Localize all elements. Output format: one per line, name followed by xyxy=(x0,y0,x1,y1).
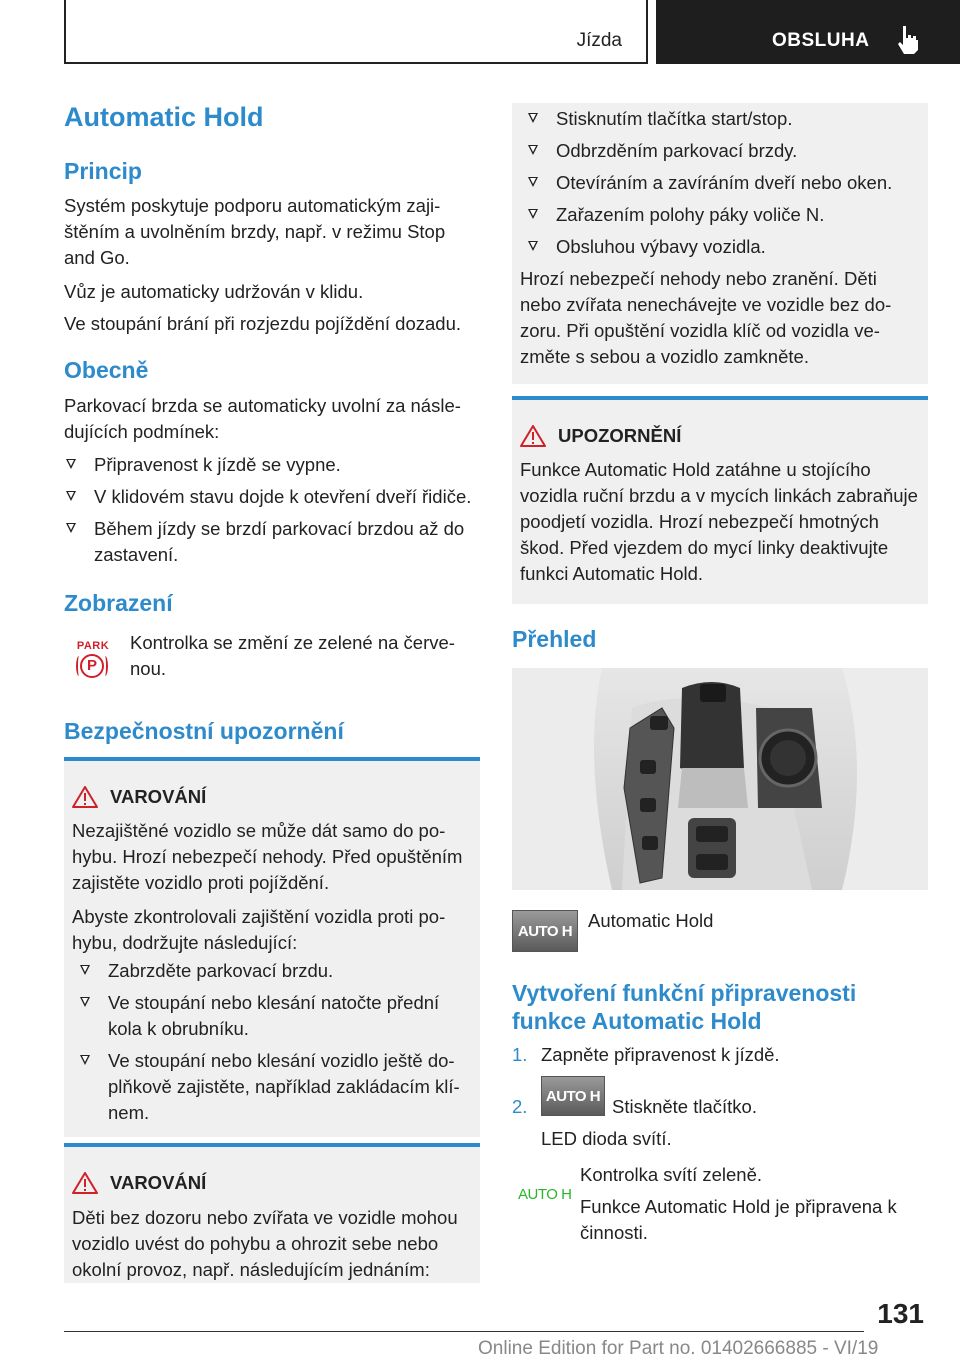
bullet-marker-icon xyxy=(66,491,76,501)
bullet-marker-icon xyxy=(528,145,538,155)
princip-paragraph: Ve stoupání brání při rozjezdu pojíždění dozadu. xyxy=(64,313,461,334)
status-line: činnosti. xyxy=(580,1222,648,1243)
auto-h-button-icon: AUTO H xyxy=(541,1076,605,1116)
princip-line: Systém poskytuje podporu automatickým zaji- xyxy=(64,195,441,216)
heading-vytvoreni: funkce Automatic Hold xyxy=(512,1008,762,1034)
header-section: Jízda xyxy=(576,30,622,51)
auto-h-caption: Automatic Hold xyxy=(588,910,714,931)
step-text: Zapněte připravenost k jízdě. xyxy=(541,1044,780,1065)
footer-edition: Online Edition for Part no. 01402666885 - VI/19 xyxy=(478,1338,879,1359)
footer-divider xyxy=(64,1331,864,1332)
step-number: 1. xyxy=(512,1044,528,1065)
list-item: V klidovém stavu dojde k otevření dveří řidiče. xyxy=(66,484,478,512)
status-line: Kontrolka svítí zeleně. xyxy=(580,1164,763,1185)
warning-line: Abyste zkontrolovali zajištění vozidla proti po- xyxy=(72,906,446,927)
princip-line: and Go. xyxy=(64,247,130,268)
heading-prehled: Přehled xyxy=(512,626,597,652)
list-item: Odbrzděním parkovací brzdy. xyxy=(528,138,918,166)
bullet-marker-icon xyxy=(66,523,76,533)
warning-line: zoru. Při opuštění vozidla klíč od vozidla ve- xyxy=(520,320,880,341)
zobrazeni-line: Kontrolka se změní ze zelené na červe- xyxy=(130,632,455,653)
list-item: Zabrzděte parkovací brzdu. xyxy=(80,958,470,986)
list-item: Ve stoupání nebo klesání natočte přední kola k obrubníku. xyxy=(80,990,470,1044)
warning-line: nebo zvířata nenechávejte ve vozidle bez do- xyxy=(520,294,892,315)
heading-zobrazeni: Zobrazení xyxy=(64,590,173,616)
list-item: Během jízdy se brzdí parkovací brzdou až do zastavení. xyxy=(66,516,478,570)
notice-line: funkci Automatic Hold. xyxy=(520,563,704,584)
auto-h-indicator-icon: AUTO H xyxy=(518,1186,572,1203)
park-warning-icon: PARK P xyxy=(74,640,112,682)
warning-triangle-icon xyxy=(72,786,98,808)
bullet-marker-icon xyxy=(528,241,538,251)
list-item: Ve stoupání nebo klesání vozidlo ještě do- plňkově zajistěte, například zakládacím klí- nem. xyxy=(80,1048,470,1128)
bullet-marker-icon xyxy=(66,459,76,469)
page-number: 131 xyxy=(877,1298,924,1329)
bullet-marker-icon xyxy=(80,997,90,1007)
header-chapter: OBSLUHA xyxy=(772,30,870,51)
warning-line: zajistěte vozidlo proti pojíždění. xyxy=(72,872,330,893)
bullet-marker-icon xyxy=(80,965,90,975)
warning-line: Nezajištěné vozidlo se může dát samo do po- xyxy=(72,820,446,841)
obecne-line: Parkovací brzda se automaticky uvolní za násle- xyxy=(64,395,461,416)
obecne-line: dujících podmínek: xyxy=(64,421,220,442)
list-item: Otevíráním a zavíráním dveří nebo oken. xyxy=(528,170,918,198)
status-line: Funkce Automatic Hold je připravena k xyxy=(580,1196,897,1217)
warning-line: vozidlo uvést do pohybu a ohrozit sebe nebo xyxy=(72,1233,439,1254)
warning-title: VAROVÁNÍ xyxy=(110,1172,207,1193)
list-item: Připravenost k jízdě se vypne. xyxy=(66,452,478,480)
pointing-hand-icon xyxy=(896,24,920,56)
princip-line: štěním a uvolněním brzdy, např. v režimu Stop xyxy=(64,221,446,242)
warning-title: VAROVÁNÍ xyxy=(110,786,207,807)
step-number: 2. xyxy=(512,1096,528,1117)
heading-princip: Princip xyxy=(64,158,142,184)
page-title: Automatic Hold xyxy=(64,102,264,132)
center-console-photo xyxy=(512,668,928,890)
warning-line: změte s sebou a vozidlo zamkněte. xyxy=(520,346,809,367)
header-frame xyxy=(64,0,648,64)
heading-vytvoreni: Vytvoření funkční připravenosti xyxy=(512,980,857,1006)
list-item: Zařazením polohy páky voliče N. xyxy=(528,202,918,230)
list-item: Obsluhou výbavy vozidla. xyxy=(528,234,918,262)
list-item: Stisknutím tlačítka start/stop. xyxy=(528,106,918,134)
warning-triangle-icon xyxy=(520,425,546,447)
bullet-marker-icon xyxy=(80,1055,90,1065)
heading-bezpecnostni: Bezpečnostní upozornění xyxy=(64,718,344,744)
heading-obecne: Obecně xyxy=(64,357,149,383)
step-text: Stiskněte tlačítko. xyxy=(612,1096,757,1117)
warning-line: okolní provoz, např. následujícím jednáním: xyxy=(72,1259,430,1280)
bullet-marker-icon xyxy=(528,177,538,187)
step-text: LED dioda svítí. xyxy=(541,1128,672,1149)
warning-line: Hrozí nebezpečí nehody nebo zranění. Děti xyxy=(520,268,877,289)
notice-line: vozidla ruční brzdu a v mycích linkách zabraňuje xyxy=(520,485,918,506)
warning-triangle-icon xyxy=(72,1172,98,1194)
bullet-marker-icon xyxy=(528,113,538,123)
notice-line: Funkce Automatic Hold zatáhne u stojícího xyxy=(520,459,871,480)
notice-title: UPOZORNĚNÍ xyxy=(558,425,682,446)
auto-h-button-icon: AUTO H xyxy=(512,910,578,952)
warning-line: Děti bez dozoru nebo zvířata ve vozidle mohou xyxy=(72,1207,458,1228)
warning-line: hybu, dodržujte následující: xyxy=(72,932,298,953)
warning-line: hybu. Hrozí nebezpečí nehody. Před opuštěním xyxy=(72,846,463,867)
princip-paragraph: Vůz je automaticky udržován v klidu. xyxy=(64,281,364,302)
zobrazeni-line: nou. xyxy=(130,658,167,679)
notice-line: škod. Před vjezdem do mycí linky deaktivujte xyxy=(520,537,889,558)
bullet-marker-icon xyxy=(528,209,538,219)
notice-line: poodjetí vozidla. Hrozí nebezpečí hmotných xyxy=(520,511,879,532)
